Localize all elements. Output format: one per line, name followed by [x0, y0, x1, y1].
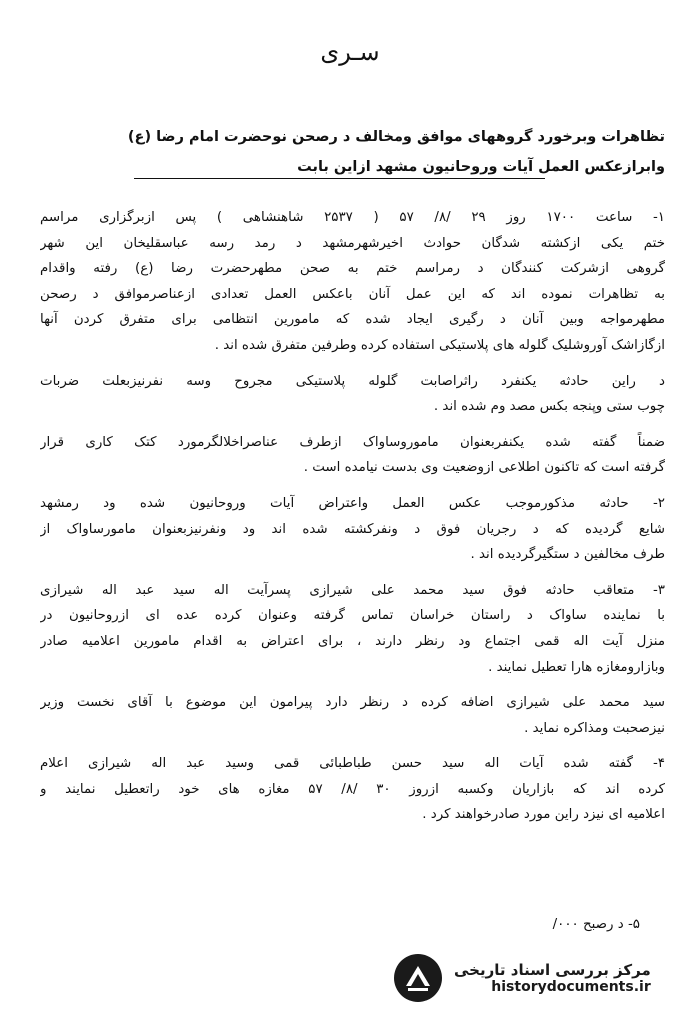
paragraph [40, 205, 665, 359]
paragraph [40, 690, 665, 741]
text-line: د راین حادثه یکنفرد راثراصابت گلوله پلاستیکی مجروح وسه نفرنیزبعلت ضربات [40, 373, 665, 389]
text-line: به تظاهرات نموده اند که این عمل آنان باعکس العمل تعدادی ازعناصرموافق د رصحن [40, 286, 665, 302]
watermark-text [454, 961, 651, 995]
text-line: با نماینده ساواک د راستان خراسان تماس گرفته وعنوان کرده عده ای ازروحانیون در [40, 608, 665, 624]
text-line: سید محمد علی شیرازی اضافه کرده د رنظر دارد پیرامون این موضوع با آقای نخست وزیر [40, 695, 665, 711]
text-line: گروهی ازشرکت کنندگان د رمراسم ختم به صحن مطهرحضرت رضا (ع) رفته واقدام [40, 261, 665, 277]
paragraph-gap [40, 420, 665, 430]
paragraph [40, 491, 665, 568]
paragraph [40, 751, 665, 828]
text-line: گرفته است که تاکنون اطلاعی ازوضعیت وی بدست نیامده است . [303, 460, 665, 476]
archive-logo-icon [392, 952, 444, 1004]
paragraph-gap [40, 481, 665, 491]
watermark [392, 949, 692, 1007]
text-line: چوب ستی وپنجه بکس مصد وم شده اند . [433, 399, 665, 415]
text-line: ۳- متعاقب حادثه فوق سید محمد علی شیرازی پسرآیت اله سید عبد اله شیرازی [40, 582, 665, 598]
paragraph [40, 430, 665, 481]
text-line: ختم یکی ازکشته شدگان حوادث اخیرشهرمشهد د رمد رسه عباسقلیخان این شهر [40, 235, 665, 251]
text-line: منزل آیت اله قمی اجتماع ود رنظر دارند ، برای اعتراض به اقدام مامورین اعلامیه صادر [40, 633, 665, 649]
paragraph [40, 578, 665, 680]
footer-note: ۵- د رصبح ۰۰۰/ [552, 917, 640, 932]
paragraph-gap [40, 680, 665, 690]
text-line: ازگازاشک آوروشلیک گلوله های پلاستیکی استفاده کرده وطرفین متفرق شده اند . [214, 337, 665, 353]
paragraph-gap [40, 568, 665, 578]
text-line: نیزصحبت ومذاکره نماید . [524, 720, 665, 736]
text-line: کرده اند که بازاریان وکسبه ازروز ۳۰ /۸/ ۵۷ مغازه های خود راتعطیل نمایند و [40, 781, 665, 797]
paragraph-gap [40, 359, 665, 369]
paragraph [40, 369, 665, 420]
text-line: مطهرمواجه وبین آنان د رگیری ایجاد شده که مامورین انتظامی برای متفرق کردن آنها [40, 312, 665, 328]
text-line: طرف مخالفین د ستگیرگردیده اند . [470, 547, 665, 563]
document-body [40, 205, 665, 828]
paragraph-gap [40, 741, 665, 751]
text-line: ضمناً گفته شده یکنفربعنوان ماموروساواک ازطرف عناصراخلالگرمورد کتک کاری قرار [40, 434, 665, 450]
classification-heading: سـری [320, 38, 380, 66]
title-underline [134, 178, 545, 179]
watermark-name: مرکز بررسی اسناد تاریخی [454, 961, 651, 979]
text-line: ۴- گفته شده آیات اله سید حسن طباطبائی قمی وسید عبد اله شیرازی اعلام [40, 756, 665, 772]
document-title [40, 122, 665, 182]
text-line: ۱- ساعت ۱۷۰۰ روز ۲۹ /۸/ ۵۷ ( ۲۵۳۷ شاهنشاهی ) پس ازبرگزاری مراسم [40, 210, 665, 225]
text-line: وبازارومغازه هارا تعطیل نمایند . [488, 659, 665, 675]
text-line: اعلامیه ای نیزد راین مورد صادرخواهند کرد . [422, 807, 665, 823]
text-line: ۲- حادثه مذکورموجب عکس العمل واعتراض آیات وروحانیون شده ود رمشهد [40, 495, 665, 511]
text-line: شایع گردیده که د رجریان فوق د ونفرکشته شده اند ود ونفرنیزبعنوان مامورساواک از [40, 521, 665, 537]
watermark-url: historydocuments.ir [491, 979, 651, 995]
title-line-1: تظاهرات وبرخورد گروههای موافق ومخالف د رصحن نوحضرت امام رضا (ع) [127, 129, 665, 145]
title-line-2: وابرازعکس العمل آیات وروحانیون مشهد ازاین بابت [297, 159, 665, 175]
